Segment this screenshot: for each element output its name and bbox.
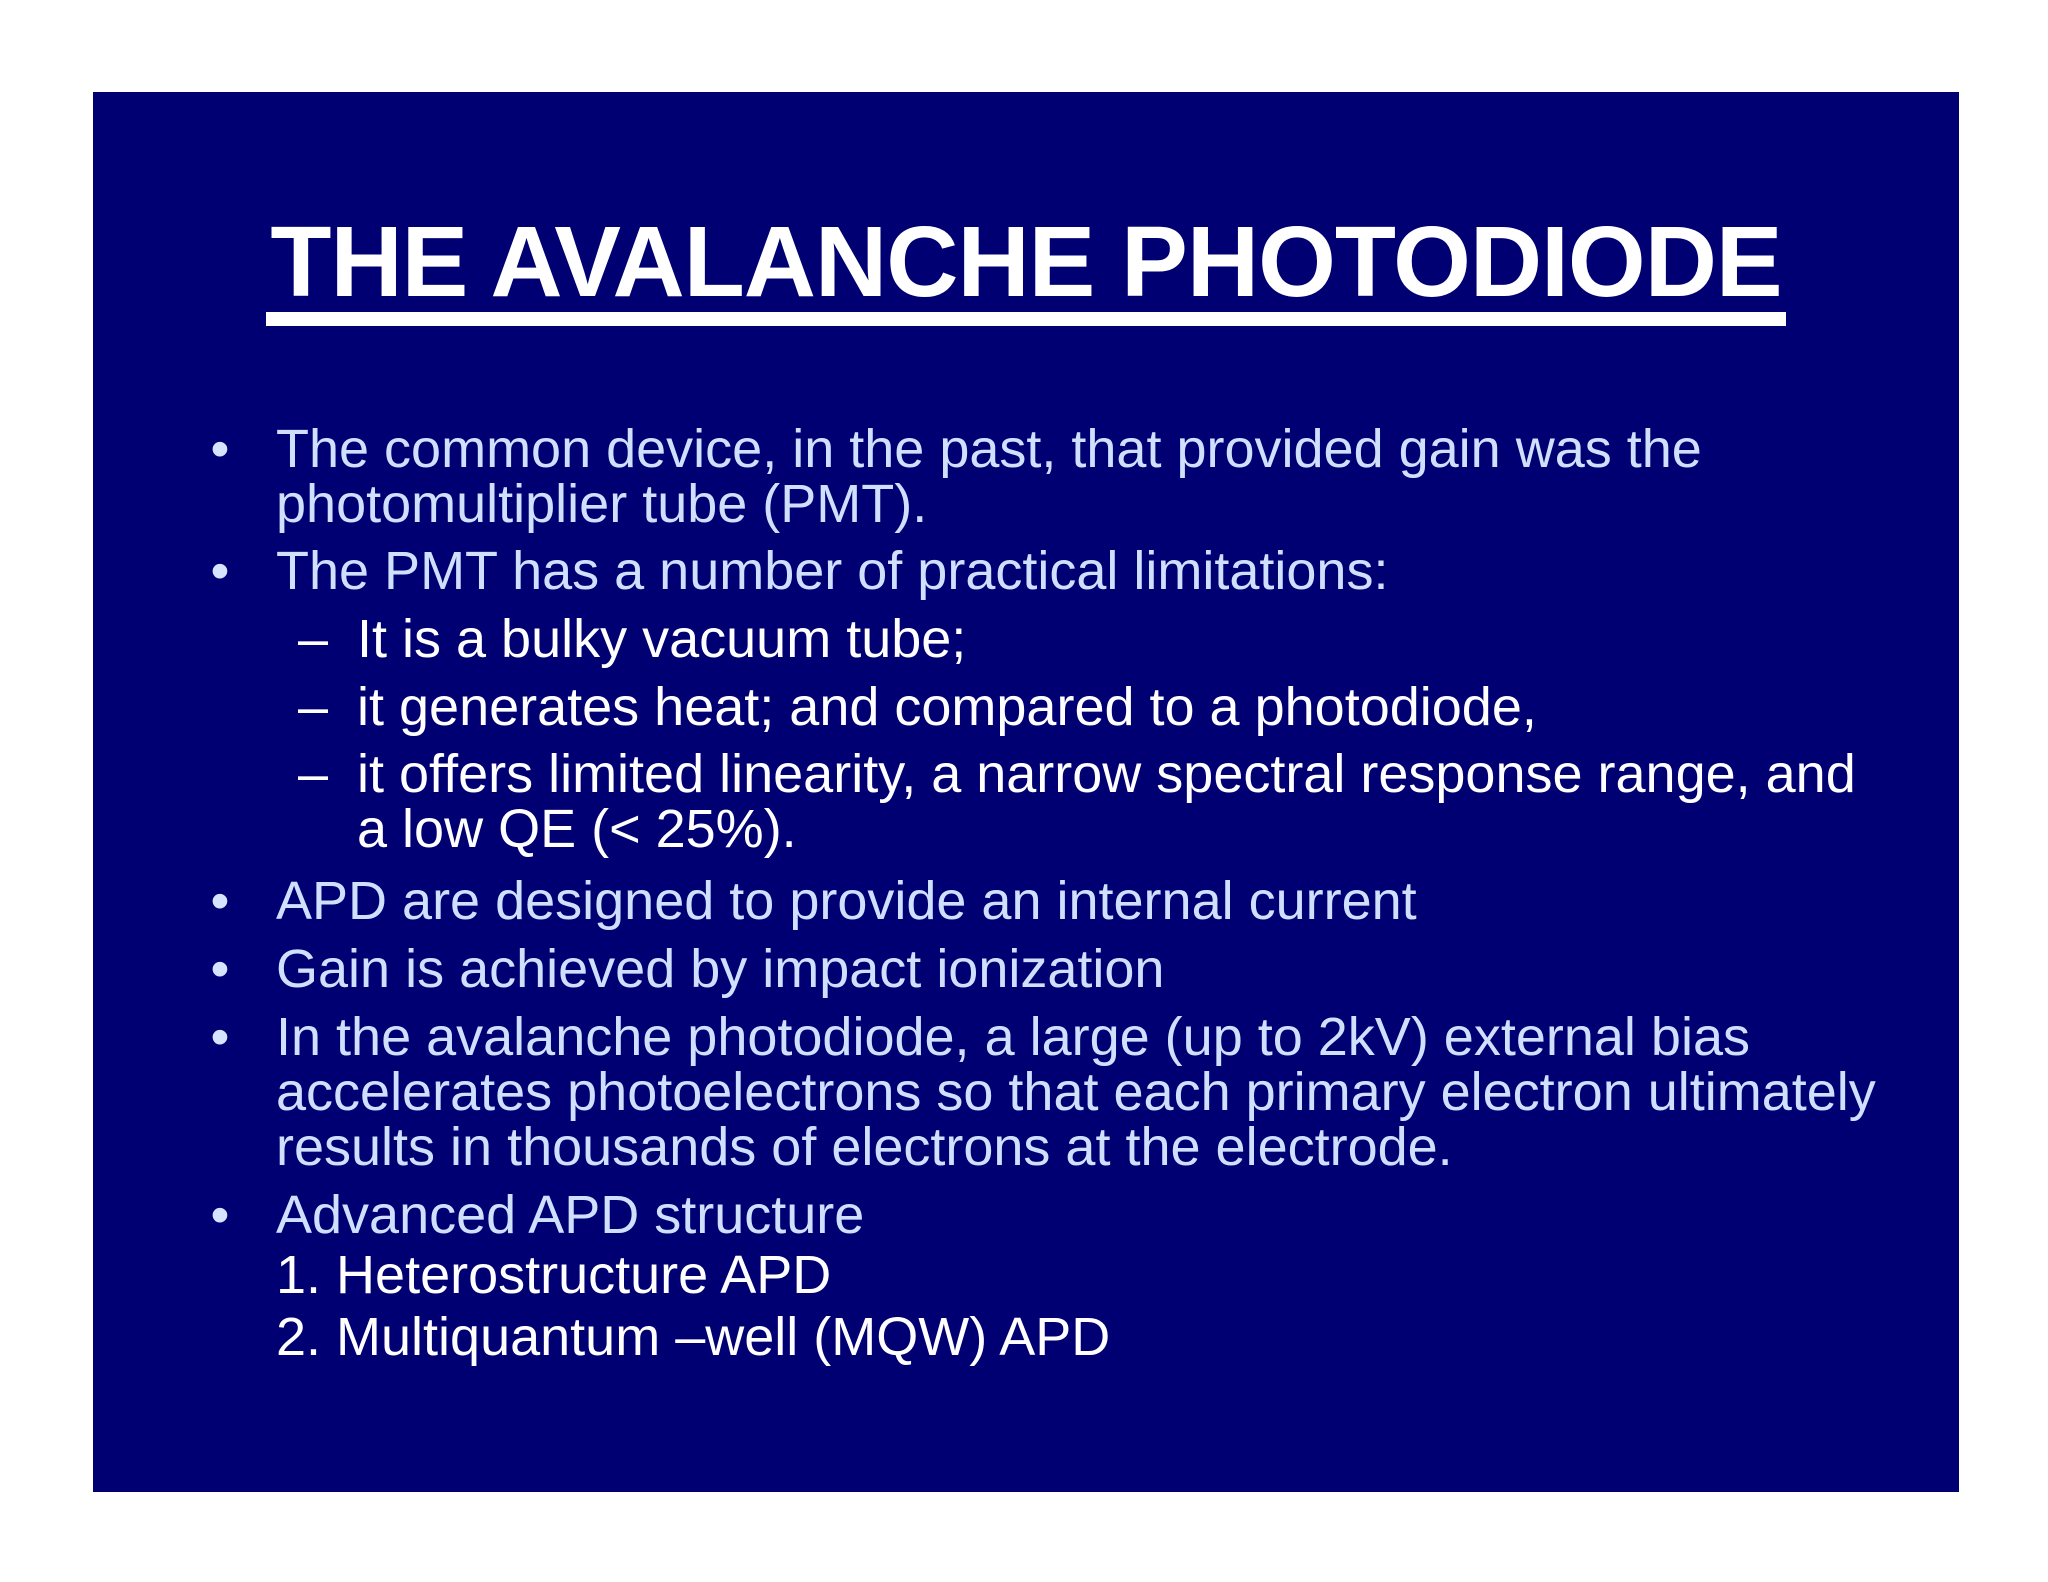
- dash-icon: –: [298, 609, 329, 669]
- bullet-icon: •: [210, 871, 230, 931]
- bullet-icon: •: [210, 419, 230, 479]
- bullet-text: In the avalanche photodiode, a large (up to 2kV) external bias accelerates photoelectrons so that each primary electron ultimately results in thousands of electrons at the electrode.: [276, 1007, 1876, 1177]
- bullet-text: The PMT has a number of practical limitations:: [276, 541, 1389, 601]
- bullet-text: Gain is achieved by impact ionization: [276, 939, 1165, 999]
- bullet-text: Advanced APD structure: [276, 1185, 865, 1245]
- bullet-text: The common device, in the past, that provided gain was the photomultiplier tube (PMT).: [276, 419, 1702, 534]
- dash-icon: –: [298, 744, 329, 804]
- bullet-text: APD are designed to provide an internal current: [276, 871, 1417, 931]
- numbered-item: 2. Multiquantum –well (MQW) APD: [276, 1307, 1111, 1367]
- bullet-icon: •: [210, 939, 230, 999]
- bullet-icon: •: [210, 1185, 230, 1245]
- dash-icon: –: [298, 677, 329, 737]
- bullet-icon: •: [210, 1007, 230, 1067]
- sub-bullet-text: It is a bulky vacuum tube;: [357, 609, 967, 669]
- sub-bullet-text: it offers limited linearity, a narrow spectral response range, and a low QE (< 25%).: [357, 744, 1856, 859]
- slide-content: [93, 92, 1959, 1492]
- numbered-item: 1. Heterostructure APD: [276, 1245, 832, 1305]
- slide-title-text: THE AVALANCHE PHOTODIODE: [266, 212, 1785, 326]
- sub-bullet-text: it generates heat; and compared to a photodiode,: [357, 677, 1537, 737]
- slide: [93, 92, 1959, 1492]
- bullet-icon: •: [210, 541, 230, 601]
